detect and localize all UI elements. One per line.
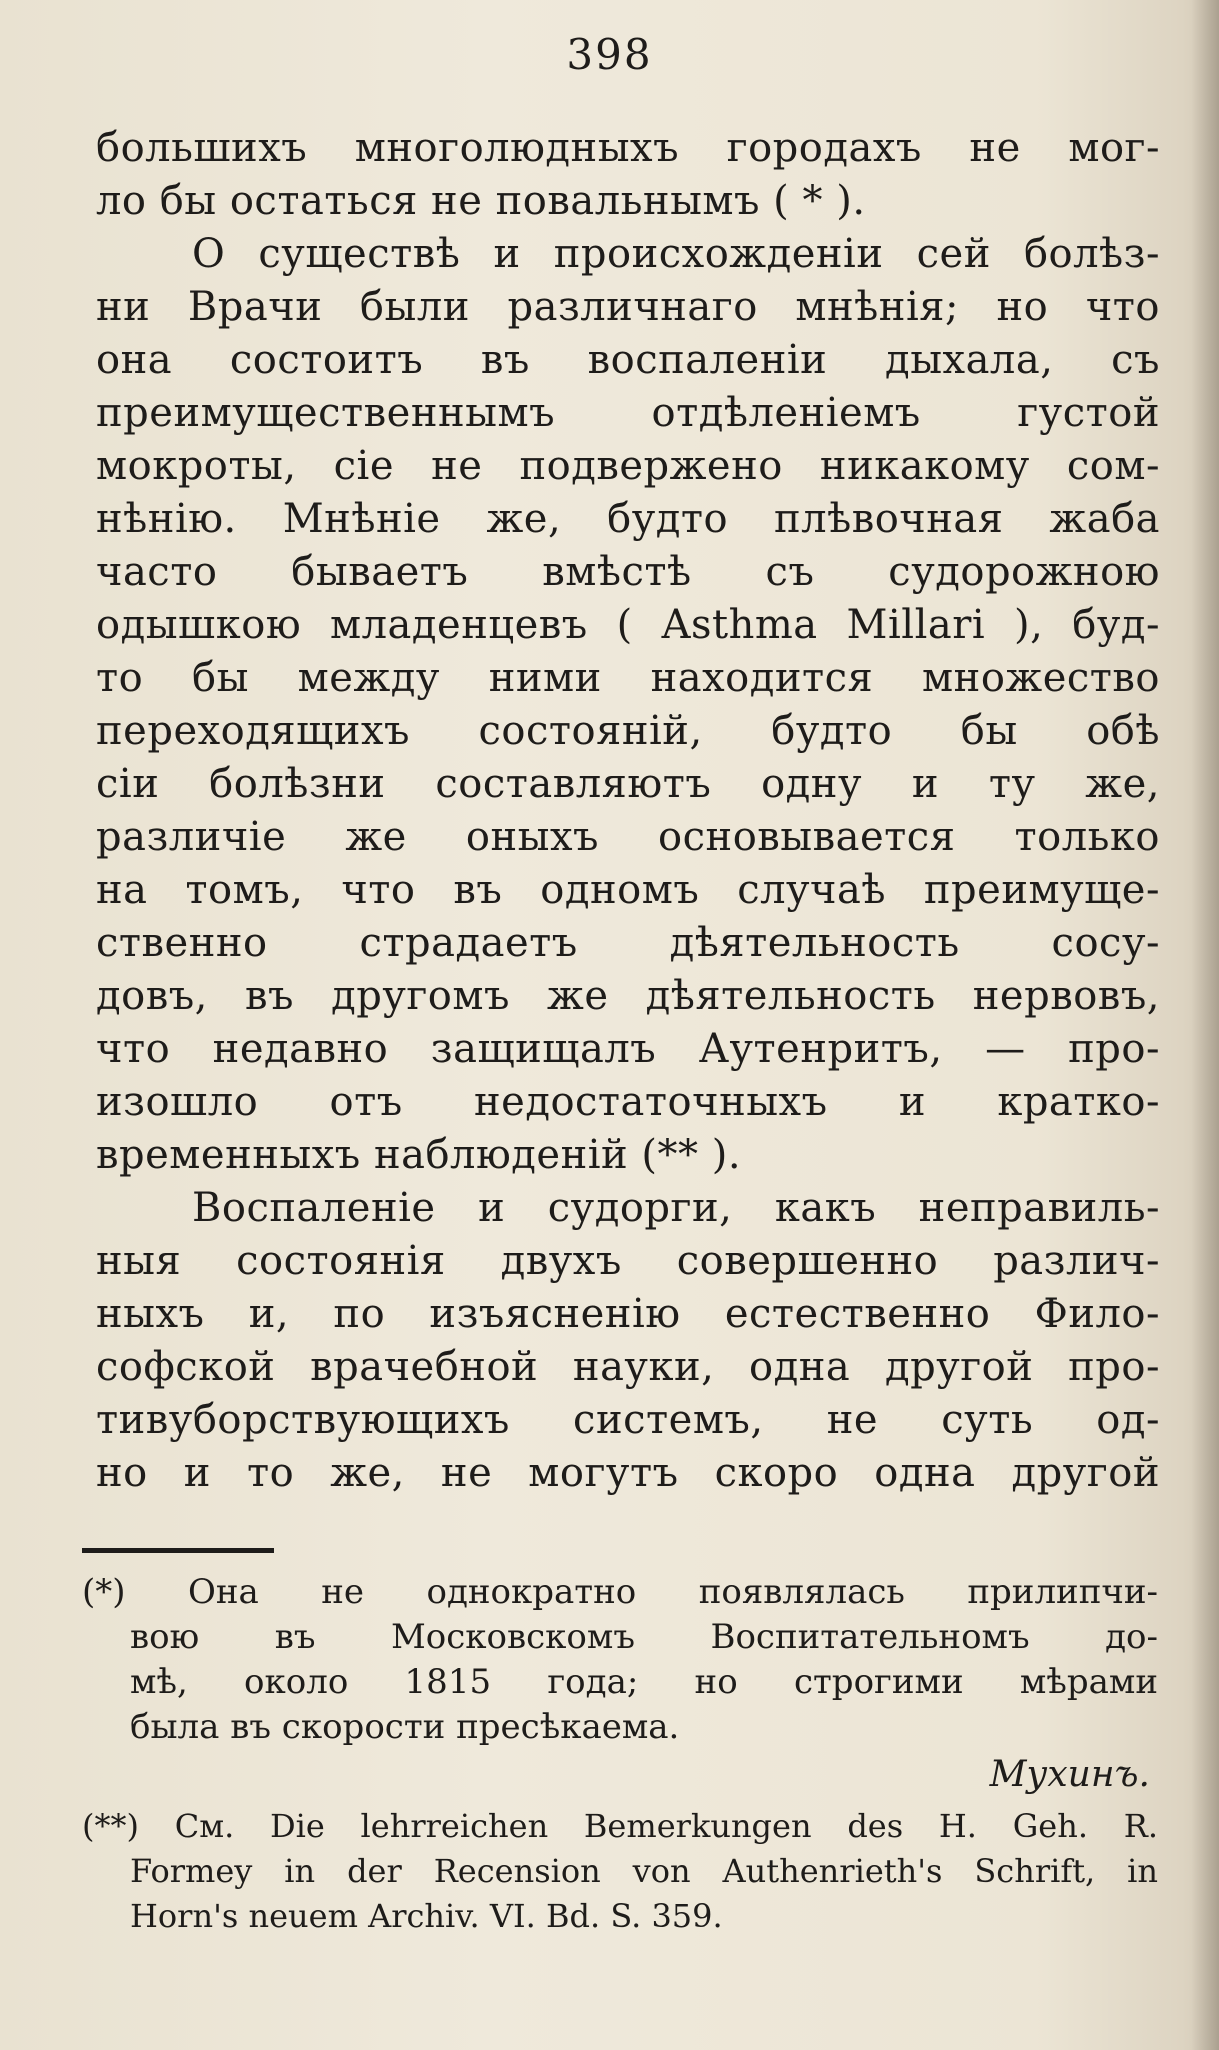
footnote-line: мѣ, около 1815 года; но строгими мѣрами	[130, 1662, 1158, 1702]
text-line: мокроты, сіе не подвержено никакому сом-	[96, 443, 1160, 489]
text-line: ло бы остаться не повальнымъ ( * ).	[96, 178, 866, 224]
text-line: она состоитъ въ воспаленіи дыхала, съ	[96, 337, 1160, 383]
footnotes	[82, 1570, 1158, 1939]
footnote-divider	[82, 1548, 274, 1553]
text-line: ныя состоянія двухъ совершенно различ-	[96, 1238, 1160, 1284]
text-line: ственно страдаетъ дѣятельность сосу-	[96, 920, 1160, 966]
footnote-line: Formey in der Recension von Authenrieth's Schrift, in	[130, 1852, 1158, 1890]
text-line: сіи болѣзни составляютъ одну и ту же,	[96, 761, 1160, 807]
text-line: часто бываетъ вмѣстѣ съ судорожною	[96, 549, 1160, 595]
footnote-line: (*) Она не однократно появлялась прилипчи-	[82, 1572, 1158, 1612]
footnote-1	[82, 1570, 1158, 1800]
text-line: Воспаленіе и судорги, какъ неправиль-	[192, 1185, 1160, 1231]
spine-shadow	[1191, 0, 1219, 2050]
text-line: на томъ, что въ одномъ случаѣ преимуще-	[96, 867, 1160, 913]
text-line: нѣнію. Мнѣніе же, будто плѣвочная жаба	[96, 496, 1160, 542]
text-line: ни Врачи были различнаго мнѣнія; но что	[96, 284, 1160, 330]
text-line: одышкою младенцевъ ( Asthma Millari ), буд-	[96, 602, 1160, 648]
footnote-line: Horn's neuem Archiv. VI. Bd. S. 359.	[130, 1897, 723, 1935]
footnote-signature: Мухинъ.	[989, 1754, 1150, 1795]
text-line: различіе же оныхъ основывается только	[96, 814, 1160, 860]
text-line: большихъ многолюдныхъ городахъ не мог-	[96, 125, 1160, 171]
text-line: довъ, въ другомъ же дѣятельность нервовъ,	[96, 973, 1160, 1019]
body-text	[96, 122, 1160, 1500]
text-line: временныхъ наблюденій (** ).	[96, 1132, 742, 1178]
footnote-2	[82, 1804, 1158, 1939]
text-line: то бы между ними находится множество	[96, 655, 1160, 701]
text-line: изошло отъ недостаточныхъ и кратко-	[96, 1079, 1160, 1125]
text-line: что недавно защищалъ Аутенритъ, — про-	[96, 1026, 1160, 1072]
footnote-line: (**) См. Die lehrreichen Bemerkungen des H. Geh. R.	[82, 1807, 1158, 1845]
text-line: преимущественнымъ отдѣленіемъ густой	[96, 390, 1160, 436]
page-number: 398	[566, 30, 653, 79]
text-line: О существѣ и происхожденіи сей болѣз-	[192, 231, 1160, 277]
text-line: ныхъ и, по изъясненію естественно Фило-	[96, 1291, 1160, 1337]
text-line: софской врачебной науки, одна другой про-	[96, 1344, 1160, 1390]
text-line: тивуборствующихъ системъ, не суть од-	[96, 1397, 1160, 1443]
text-line: переходящихъ состояній, будто бы обѣ	[96, 708, 1160, 754]
text-line: но и то же, не могутъ скоро одна другой	[96, 1450, 1160, 1496]
footnote-line: вою въ Московскомъ Воспитательномъ до-	[130, 1617, 1158, 1657]
footnote-line: была въ скорости пресѣкаема.	[130, 1707, 680, 1747]
